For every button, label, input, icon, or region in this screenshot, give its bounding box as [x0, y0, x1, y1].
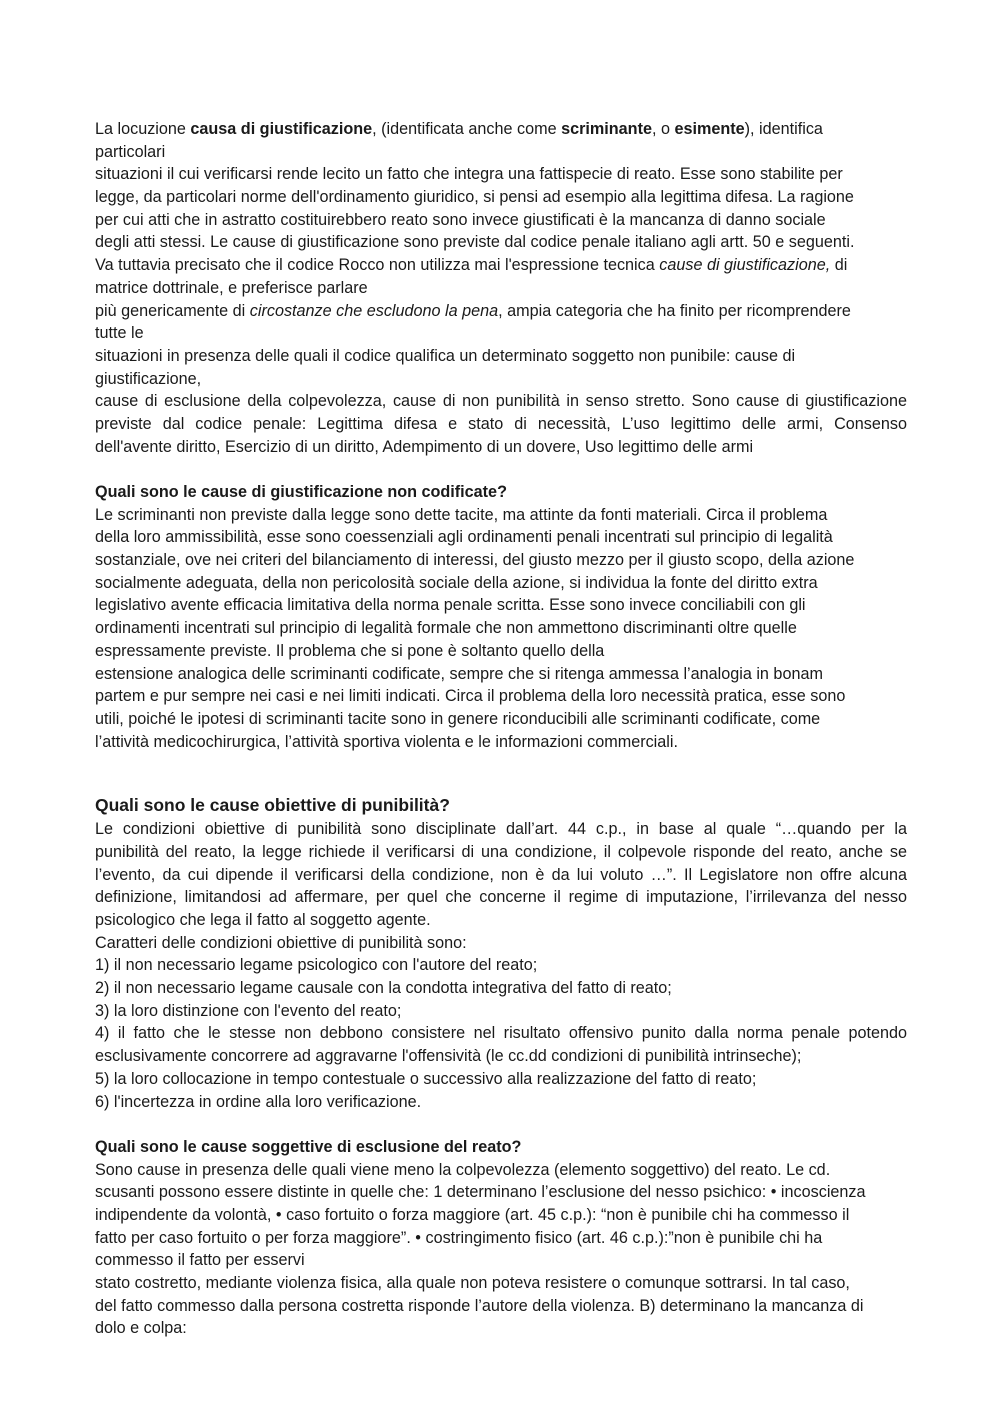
text-run: , o — [651, 120, 675, 138]
text-line: espressamente previste. Il problema che si pone è soltanto quello della — [95, 641, 605, 660]
text-line: stato costretto, mediante violenza fisica, alla quale non poteva resistere o comunque sottrarsi. In tal caso, — [95, 1274, 850, 1292]
italic-term: cause di giustificazione, — [659, 256, 831, 275]
text-line: del fatto commesso dalla persona costretta risponde l’autore della violenza. B) determinano la mancanza di — [95, 1296, 864, 1315]
section-heading: Quali sono le cause di giustificazione non codificate? — [95, 483, 507, 501]
text-line: situazioni il cui verificarsi rende lecito un fatto che integra una fattispecie di reato. Esse sono stabilite per — [95, 165, 843, 184]
paragraph-cause-di-giustificazione — [95, 118, 907, 458]
text-line — [95, 300, 907, 323]
paragraph-cause-obiettive — [95, 818, 907, 1113]
document-page — [95, 118, 907, 1340]
list-item: 2) il non necessario legame causale con la condotta integrativa del fatto di reato; — [95, 979, 672, 998]
spacer — [95, 1113, 907, 1136]
text-run: La locuzione — [95, 120, 191, 138]
text-run: più genericamente di — [95, 301, 250, 320]
text-line: previste dal codice penale: Legittima difesa e stato di necessità, L’uso legittimo delle armi, Consenso — [95, 414, 907, 433]
text-run: ), identifica — [744, 120, 823, 138]
text-line: utili, poiché le ipotesi di scriminanti tacite sono in genere riconducibili alle scriminanti codificate, come — [95, 709, 821, 728]
text-line: l’attività medicochirurgica, l’attività sportiva violenta e le informazioni commerciali. — [95, 732, 678, 751]
bold-term: esimente — [674, 120, 745, 138]
text-run: , ampia categoria che ha finito per ricomprendere — [498, 301, 851, 320]
text-line — [95, 118, 907, 141]
section-heading: Quali sono le cause obiettive di punibilità? — [95, 795, 450, 816]
list-item: 5) la loro collocazione in tempo contestuale o successivo alla realizzazione del fatto di reato; — [95, 1069, 757, 1088]
bold-term: scriminante — [561, 120, 652, 138]
text-line: cause di esclusione della colpevolezza, cause di non punibilità in senso stretto. Sono cause di giustificazione — [95, 392, 907, 411]
text-line: per cui atti che in astratto costituirebbero reato sono invece giustificati è la mancanza di danno sociale — [95, 210, 826, 229]
text-run: , (identificata anche come — [372, 120, 562, 138]
text-line: punibilità del reato, la legge richiede il verificarsi di una condizione, il colpevole risponde del reato, anche se — [95, 842, 907, 861]
text-line: Sono cause in presenza delle quali viene meno la colpevolezza (elemento soggettivo) del reato. Le cd. — [95, 1160, 831, 1179]
text-line: degli atti stessi. Le cause di giustificazione sono previste dal codice penale italiano agli artt. 50 e seguenti. — [95, 233, 855, 252]
text-line: partem e pur sempre nei casi e nei limiti indicati. Circa il problema della loro necessità pratica, esse sono — [95, 687, 846, 706]
list-item: 3) la loro distinzione con l'evento del reato; — [95, 1001, 402, 1020]
text-line: della loro ammissibilità, esse sono coessenziali agli ordinamenti penali incentrati sul principio di legalità — [95, 528, 833, 547]
text-line: matrice dottrinale, e preferisce parlare — [95, 278, 368, 297]
text-line: Le scriminanti non previste dalla legge sono dette tacite, ma attinte da fonti materiali. Circa il problema — [95, 505, 828, 524]
text-line: Caratteri delle condizioni obiettive di punibilità sono: — [95, 933, 467, 952]
text-line: scusanti possono essere distinte in quelle che: 1 determinano l’esclusione del nesso psichico: • incoscienza — [95, 1183, 866, 1202]
text-line: psicologico che lega il fatto al soggetto agente. — [95, 911, 431, 929]
text-line: esclusivamente concorrere ad aggravarne l'offensività (le cc.dd condizioni di punibilità intrinseche); — [95, 1047, 802, 1066]
text-line: Le condizioni obiettive di punibilità sono disciplinate dall’art. 44 c.p., in base al quale “…quando per la — [95, 820, 907, 839]
text-line: socialmente adeguata, della non pericolosità sociale della azione, si individua la fonte del diritto extra — [95, 573, 818, 592]
text-line: sostanziale, ove nei criteri del bilanciamento di interessi, del giusto mezzo per il giusto scopo, della azione — [95, 551, 855, 570]
italic-term: circostanze che escludono la pena — [249, 301, 499, 320]
text-line: legge, da particolari norme dell'ordinamento giuridico, si pensi ad esempio alla legittima difesa. La ragione — [95, 188, 854, 207]
text-line: particolari — [95, 142, 166, 161]
list-item: 1) il non necessario legame psicologico con l'autore del reato; — [95, 956, 538, 975]
list-item: 6) l'incertezza in ordine alla loro verificazione. — [95, 1092, 422, 1111]
paragraph-non-codificate — [95, 504, 907, 754]
text-line: fatto per caso fortuito o per forza maggiore”. • costringimento fisico (art. 46 c.p.):”non è punibile chi ha — [95, 1228, 823, 1247]
spacer — [95, 753, 907, 794]
text-line: situazioni in presenza delle quali il codice qualifica un determinato soggetto non punibile: cause di — [95, 346, 796, 365]
text-line: giustificazione, — [95, 369, 202, 388]
text-run: di — [830, 256, 848, 275]
text-line: dolo e colpa: — [95, 1319, 187, 1338]
text-line: l’evento, da cui dipende il verificarsi della condizione, non è da lui voluto …”. Il Legislatore non offre alcuna — [95, 865, 907, 884]
text-line: commesso il fatto per esservi — [95, 1251, 305, 1270]
text-run: Va tuttavia precisato che il codice Rocco non utilizza mai l'espressione tecnica — [95, 256, 660, 275]
text-line: indipendente da volontà, • caso fortuito o forza maggiore (art. 45 c.p.): “non è punibile chi ha commesso il — [95, 1205, 850, 1224]
text-line: legislativo avente efficacia limitativa della norma penale scritta. Esse sono invece conciliabili con gli — [95, 596, 806, 615]
section-heading: Quali sono le cause soggettive di esclusione del reato? — [95, 1137, 522, 1156]
spacer — [95, 458, 907, 481]
text-line: dell'avente diritto, Esercizio di un diritto, Adempimento di un dovere, Uso legittimo delle armi — [95, 437, 754, 456]
bold-term: causa di giustificazione — [190, 120, 373, 138]
text-line: estensione analogica delle scriminanti codificate, sempre che si ritenga ammessa l’analogia in bonam — [95, 664, 823, 683]
text-line — [95, 254, 907, 277]
text-line: definizione, limitandosi ad affermare, per quel che concerne il regime di imputazione, l’irrilevanza del nesso — [95, 888, 907, 907]
text-line: ordinamenti incentrati sul principio di legalità formale che non ammettono discriminanti oltre quelle — [95, 619, 797, 638]
list-item: 4) il fatto che le stesse non debbono consistere nel risultato offensivo punito dalla norma penale potendo — [95, 1024, 907, 1043]
paragraph-cause-soggettive — [95, 1159, 907, 1341]
text-line: tutte le — [95, 324, 144, 343]
